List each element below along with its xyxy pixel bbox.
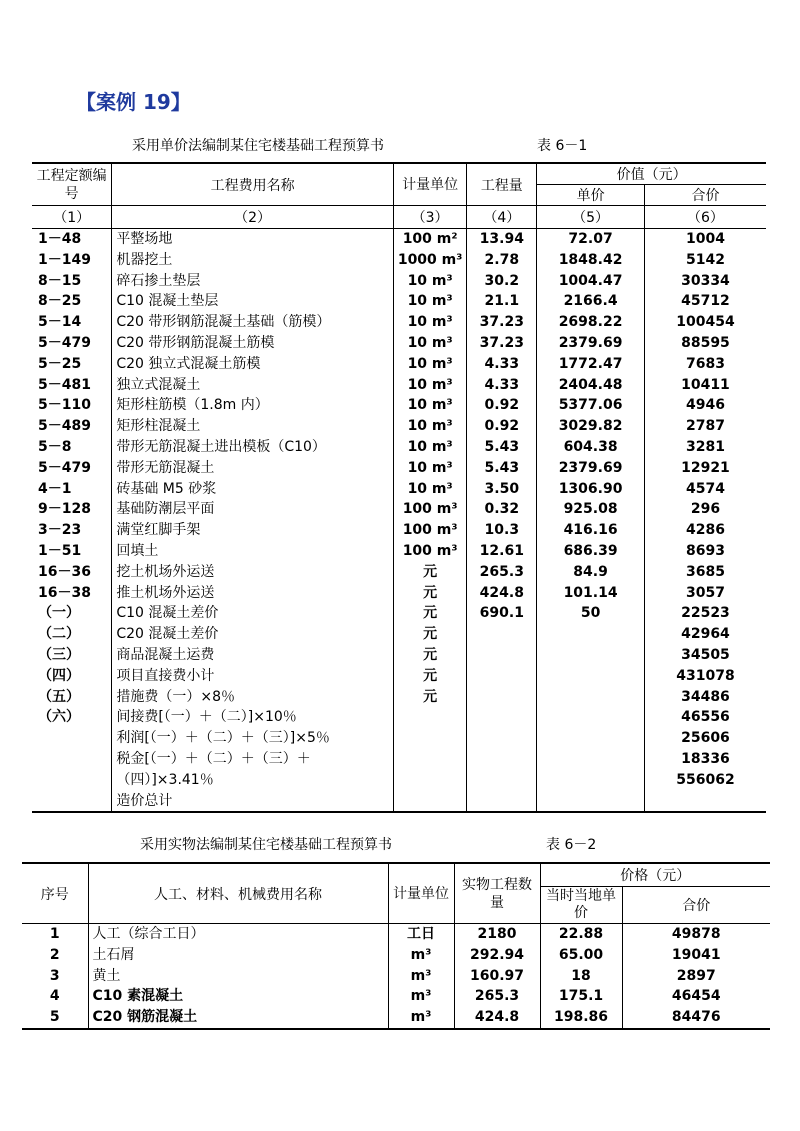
row-qty [467, 728, 537, 749]
table-row [32, 354, 766, 375]
row-qty: 12.61 [467, 541, 537, 562]
row-code: 5－8 [32, 437, 112, 458]
col-number: （1） [32, 206, 112, 229]
row-name: 带形无筋混凝土进出模板（C10） [112, 437, 393, 458]
header-total: 合价 [622, 887, 770, 924]
row-unit: 100 m³ [393, 499, 467, 520]
row-code: 5－25 [32, 354, 112, 375]
table1-caption: 采用单价法编制某住宅楼基础工程预算书 [132, 138, 384, 154]
row-unit: 元 [393, 562, 467, 583]
header-price-group: 价格（元） [540, 863, 770, 887]
header-code: 工程定额编号 [32, 163, 112, 206]
row-unit: 10 m³ [393, 354, 467, 375]
row-local-price: 175.1 [540, 986, 622, 1007]
row-name: C20 带形钢筋混凝土筋模 [112, 333, 393, 354]
row-qty: 2.78 [467, 250, 537, 271]
row-unit: m³ [388, 1007, 454, 1029]
row-total: 30334 [644, 271, 766, 292]
table2-caption: 采用实物法编制某住宅楼基础工程预算书 [140, 837, 392, 853]
row-unit-price [537, 749, 645, 770]
row-code: 8－25 [32, 291, 112, 312]
row-total: 4574 [644, 479, 766, 500]
row-qty: 37.23 [467, 333, 537, 354]
row-unit: 工日 [388, 924, 454, 945]
row-unit-price: 2404.48 [537, 375, 645, 396]
row-qty [467, 770, 537, 791]
row-unit-price: 925.08 [537, 499, 645, 520]
row-unit: 元 [393, 687, 467, 708]
row-unit-price: 3029.82 [537, 416, 645, 437]
row-name: 人工（综合工日） [88, 924, 388, 945]
row-total: 22523 [644, 603, 766, 624]
row-code: 9－128 [32, 499, 112, 520]
row-qty: 37.23 [467, 312, 537, 333]
table-row [22, 1007, 770, 1029]
row-qty: 0.92 [467, 395, 537, 416]
row-unit: 10 m³ [393, 291, 467, 312]
row-qty: 21.1 [467, 291, 537, 312]
row-name: （四）]×3.41％ [112, 770, 393, 791]
row-code [32, 770, 112, 791]
row-name: 黄土 [88, 966, 388, 987]
row-unit: 元 [393, 583, 467, 604]
unit-price-budget-table [32, 162, 766, 813]
row-qty: 13.94 [467, 229, 537, 250]
row-total: 49878 [622, 924, 770, 945]
table-row [32, 312, 766, 333]
row-qty: 4.33 [467, 354, 537, 375]
row-name: 利润[（一）＋（二）＋（三）]×5％ [112, 728, 393, 749]
row-qty: 4.33 [467, 375, 537, 396]
row-name: 挖土机场外运送 [112, 562, 393, 583]
row-name: 砖基础 M5 砂浆 [112, 479, 393, 500]
row-local-price: 198.86 [540, 1007, 622, 1029]
row-code: 4－1 [32, 479, 112, 500]
row-code [32, 749, 112, 770]
row-total: 7683 [644, 354, 766, 375]
row-name: 项目直接费小计 [112, 666, 393, 687]
row-total: 34505 [644, 645, 766, 666]
header-name: 人工、材料、机械费用名称 [88, 863, 388, 924]
row-unit: 10 m³ [393, 479, 467, 500]
row-unit-price [537, 707, 645, 728]
row-code: 5－481 [32, 375, 112, 396]
row-name: 独立式混凝土 [112, 375, 393, 396]
table-row [32, 395, 766, 416]
row-unit-price: 5377.06 [537, 395, 645, 416]
row-code [32, 791, 112, 813]
row-total: 12921 [644, 458, 766, 479]
header-local-price: 当时当地单价 [540, 887, 622, 924]
row-unit-price: 2698.22 [537, 312, 645, 333]
col-number: （3） [393, 206, 467, 229]
row-qty: 2180 [454, 924, 540, 945]
row-unit: 10 m³ [393, 437, 467, 458]
row-code: （二） [32, 624, 112, 645]
table-row [22, 924, 770, 945]
row-code: 16－36 [32, 562, 112, 583]
table-row [32, 437, 766, 458]
row-name: C20 钢筋混凝土 [88, 1007, 388, 1029]
row-unit-price [537, 687, 645, 708]
row-name: 间接费[（一）＋（二）]×10％ [112, 707, 393, 728]
col-number: （6） [644, 206, 766, 229]
row-total: 4946 [644, 395, 766, 416]
row-total: 18336 [644, 749, 766, 770]
row-unit-price: 72.07 [537, 229, 645, 250]
row-qty: 265.3 [454, 986, 540, 1007]
row-total: 8693 [644, 541, 766, 562]
row-total: 19041 [622, 945, 770, 966]
row-qty [467, 707, 537, 728]
row-code: 5－14 [32, 312, 112, 333]
row-unit: 10 m³ [393, 312, 467, 333]
row-qty [467, 645, 537, 666]
row-unit: 10 m³ [393, 395, 467, 416]
row-unit-price: 2166.4 [537, 291, 645, 312]
row-name: 基础防潮层平面 [112, 499, 393, 520]
row-unit-price: 686.39 [537, 541, 645, 562]
row-unit-price: 604.38 [537, 437, 645, 458]
row-total: 3685 [644, 562, 766, 583]
row-total: 3057 [644, 583, 766, 604]
row-no: 3 [22, 966, 88, 987]
col-number: （5） [537, 206, 645, 229]
row-local-price: 65.00 [540, 945, 622, 966]
row-unit-price: 101.14 [537, 583, 645, 604]
header-unit: 计量单位 [388, 863, 454, 924]
row-code: 1－48 [32, 229, 112, 250]
row-name: C10 素混凝土 [88, 986, 388, 1007]
row-qty: 10.3 [467, 520, 537, 541]
row-code: 16－38 [32, 583, 112, 604]
table-row [32, 250, 766, 271]
case-title: 【案例 19】 [76, 90, 191, 114]
table-row [22, 986, 770, 1007]
row-unit: 1000 m³ [393, 250, 467, 271]
row-total: 45712 [644, 291, 766, 312]
row-total: 25606 [644, 728, 766, 749]
row-name: 矩形柱筋模（1.8m 内） [112, 395, 393, 416]
table-row [32, 583, 766, 604]
row-no: 4 [22, 986, 88, 1007]
col-number: （4） [467, 206, 537, 229]
row-total: 556062 [644, 770, 766, 791]
table-row [32, 291, 766, 312]
row-name: 满堂红脚手架 [112, 520, 393, 541]
row-unit-price: 1848.42 [537, 250, 645, 271]
header-total: 合价 [644, 185, 766, 206]
row-total: 5142 [644, 250, 766, 271]
row-total: 296 [644, 499, 766, 520]
row-qty [467, 624, 537, 645]
table-row [32, 479, 766, 500]
row-unit: 10 m³ [393, 271, 467, 292]
row-qty [467, 749, 537, 770]
header-qty: 实物工程数量 [454, 863, 540, 924]
row-name: 平整场地 [112, 229, 393, 250]
table-row [32, 333, 766, 354]
row-unit: 10 m³ [393, 333, 467, 354]
table-row [32, 458, 766, 479]
row-name: 土石屑 [88, 945, 388, 966]
row-code: （一） [32, 603, 112, 624]
row-total: 10411 [644, 375, 766, 396]
row-unit [393, 728, 467, 749]
row-total: 34486 [644, 687, 766, 708]
row-name: 商品混凝土运费 [112, 645, 393, 666]
row-total: 46454 [622, 986, 770, 1007]
row-code: 1－149 [32, 250, 112, 271]
row-unit-price: 416.16 [537, 520, 645, 541]
row-code: 3－23 [32, 520, 112, 541]
row-total: 42964 [644, 624, 766, 645]
row-total: 2787 [644, 416, 766, 437]
table-row [32, 271, 766, 292]
physical-quantity-budget-table [22, 862, 770, 1030]
row-name: 税金[（一）＋（二）＋（三）＋ [112, 749, 393, 770]
table-row [32, 541, 766, 562]
table-row [32, 499, 766, 520]
row-name: C20 带形钢筋混凝土基础（筋模） [112, 312, 393, 333]
row-total: 4286 [644, 520, 766, 541]
row-qty: 160.97 [454, 966, 540, 987]
row-unit-price [537, 791, 645, 813]
table-row [32, 229, 766, 250]
row-total: 88595 [644, 333, 766, 354]
row-code: 5－110 [32, 395, 112, 416]
row-unit: 100 m² [393, 229, 467, 250]
row-unit: 100 m³ [393, 541, 467, 562]
row-name: 碎石掺土垫层 [112, 271, 393, 292]
row-unit: m³ [388, 966, 454, 987]
row-unit [393, 707, 467, 728]
header-value: 价值（元） [537, 163, 766, 185]
row-qty: 424.8 [454, 1007, 540, 1029]
table-row [32, 375, 766, 396]
row-unit-price: 84.9 [537, 562, 645, 583]
row-unit: 10 m³ [393, 458, 467, 479]
row-code: 8－15 [32, 271, 112, 292]
row-name: 回填土 [112, 541, 393, 562]
row-code: （四） [32, 666, 112, 687]
row-qty: 0.92 [467, 416, 537, 437]
header-no: 序号 [22, 863, 88, 924]
row-qty [467, 791, 537, 813]
row-qty [467, 666, 537, 687]
table-row [32, 603, 766, 624]
row-qty: 265.3 [467, 562, 537, 583]
row-name: C10 混凝土垫层 [112, 291, 393, 312]
row-unit-price: 50 [537, 603, 645, 624]
row-qty: 424.8 [467, 583, 537, 604]
row-unit: 10 m³ [393, 375, 467, 396]
table-row [32, 770, 766, 791]
table-row [32, 687, 766, 708]
row-local-price: 22.88 [540, 924, 622, 945]
row-unit-price [537, 728, 645, 749]
row-qty [467, 687, 537, 708]
row-total: 431078 [644, 666, 766, 687]
row-unit: 10 m³ [393, 416, 467, 437]
row-qty: 0.32 [467, 499, 537, 520]
row-qty: 690.1 [467, 603, 537, 624]
row-name: 带形无筋混凝土 [112, 458, 393, 479]
row-unit-price [537, 645, 645, 666]
row-code [32, 728, 112, 749]
row-name: C10 混凝土差价 [112, 603, 393, 624]
table-row [32, 624, 766, 645]
row-unit-price: 1772.47 [537, 354, 645, 375]
row-name: C20 独立式混凝土筋模 [112, 354, 393, 375]
header-unit-price: 单价 [537, 185, 645, 206]
row-code: 1－51 [32, 541, 112, 562]
row-name: C20 混凝土差价 [112, 624, 393, 645]
table-row [32, 707, 766, 728]
row-unit: 100 m³ [393, 520, 467, 541]
row-unit: 元 [393, 624, 467, 645]
table-row [22, 966, 770, 987]
table-row [32, 416, 766, 437]
row-code: 5－479 [32, 333, 112, 354]
table1-number: 表 6－1 [537, 138, 588, 154]
col-number: （2） [112, 206, 393, 229]
row-unit [393, 749, 467, 770]
row-unit-price: 2379.69 [537, 333, 645, 354]
row-code: （三） [32, 645, 112, 666]
row-qty: 30.2 [467, 271, 537, 292]
row-total: 46556 [644, 707, 766, 728]
row-qty: 5.43 [467, 437, 537, 458]
table-row [22, 945, 770, 966]
row-name: 推土机场外运送 [112, 583, 393, 604]
row-unit-price [537, 770, 645, 791]
row-name: 措施费（一）×8％ [112, 687, 393, 708]
row-unit [393, 770, 467, 791]
row-unit-price [537, 624, 645, 645]
row-unit: 元 [393, 645, 467, 666]
table-row [32, 791, 766, 813]
row-qty: 5.43 [467, 458, 537, 479]
row-total: 1004 [644, 229, 766, 250]
row-unit-price: 2379.69 [537, 458, 645, 479]
row-local-price: 18 [540, 966, 622, 987]
row-total: 100454 [644, 312, 766, 333]
row-name: 机器挖土 [112, 250, 393, 271]
table-row [32, 562, 766, 583]
header-qty: 工程量 [467, 163, 537, 206]
row-unit: m³ [388, 945, 454, 966]
row-code: （六） [32, 707, 112, 728]
row-unit: 元 [393, 603, 467, 624]
row-unit-price: 1306.90 [537, 479, 645, 500]
row-name: 造价总计 [112, 791, 393, 813]
row-code: （五） [32, 687, 112, 708]
row-total [644, 791, 766, 813]
row-total: 2897 [622, 966, 770, 987]
row-total: 84476 [622, 1007, 770, 1029]
table-row [32, 645, 766, 666]
table-row [32, 666, 766, 687]
row-total: 3281 [644, 437, 766, 458]
table-row [32, 749, 766, 770]
table-row [32, 728, 766, 749]
row-code: 5－489 [32, 416, 112, 437]
row-code: 5－479 [32, 458, 112, 479]
row-unit-price [537, 666, 645, 687]
row-unit: m³ [388, 986, 454, 1007]
row-unit: 元 [393, 666, 467, 687]
row-no: 5 [22, 1007, 88, 1029]
header-name: 工程费用名称 [112, 163, 393, 206]
row-qty: 292.94 [454, 945, 540, 966]
table-row [32, 520, 766, 541]
header-unit: 计量单位 [393, 163, 467, 206]
row-no: 2 [22, 945, 88, 966]
table2-number: 表 6－2 [546, 837, 597, 853]
row-unit-price: 1004.47 [537, 271, 645, 292]
row-no: 1 [22, 924, 88, 945]
row-name: 矩形柱混凝土 [112, 416, 393, 437]
row-unit [393, 791, 467, 813]
row-qty: 3.50 [467, 479, 537, 500]
